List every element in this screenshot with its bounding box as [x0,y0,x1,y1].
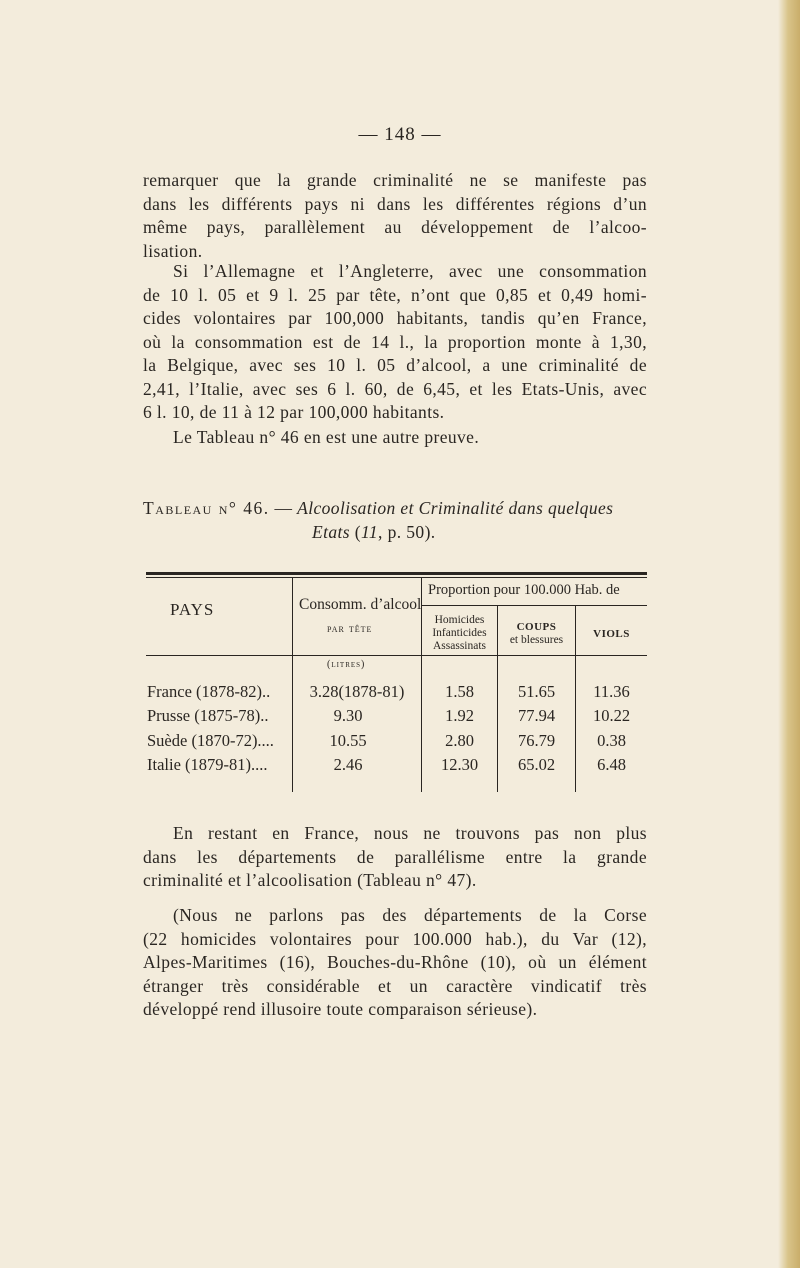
caption-ref-rest: , p. 50). [378,522,436,542]
text-line: cides volontaires par 100,000 habitants, tandis qu’en France, [143,308,647,328]
text-line: (22 homicides volontaires pour 100.000 hab.), du Var (12), [143,928,647,949]
row-viols: 11.36 [593,682,630,701]
row-viols: 0.38 [597,731,626,750]
header-per-head: par tête [327,621,373,635]
row-country: Suède (1870-72).... [147,731,274,750]
header-proportion: Proportion pour 100.000 Hab. de [428,582,620,598]
header-homicides-line: Homicides [434,614,485,626]
text-line: où la consommation est de 14 l., la proportion monte à 1,30, [143,331,647,352]
header-viols: VIOLS [593,628,630,640]
row-homicides: 1.92 [445,706,474,725]
text-line: dans les départements de parallélisme entre la grande [143,846,647,867]
paragraph-4 [143,822,647,893]
header-pays: PAYS [170,600,215,619]
header-coups [498,621,575,647]
page-edge-shading [778,0,800,1268]
header-bottom-rule [146,655,647,656]
column-divider [575,606,576,792]
row-consumption: 2.46 [333,755,363,774]
paragraph-1 [143,169,647,263]
header-consumption: Consomm. d’alcool [299,596,422,613]
caption-title: Alcoolisation et Criminalité dans quelques [297,498,614,518]
row-consumption: 9.30 [333,706,363,725]
row-homicides: 12.30 [440,755,479,774]
text-line: dans les différents pays ni dans les différentes régions d’un [143,193,647,214]
text-line: Alpes-Maritimes (16), Bouches-du-Rhône (10), où un élément [143,952,647,972]
row-homicides: 1.58 [445,682,474,701]
row-country: France (1878-82).. [147,682,271,701]
text-line: criminalité et l’alcoolisation (Tableau n° 47). [143,870,477,890]
page-number: — 148 — [358,124,442,145]
paragraph-3 [143,426,647,450]
text-line: 2,41, l’Italie, avec ses 6 l. 60, de 6,45, et les Etats-Unis, avec [143,378,647,399]
text-line: (Nous ne parlons pas des départements de la Corse [173,905,647,925]
text-line: En restant en France, nous ne trouvons pas non plus [173,823,647,843]
text-line: Si l’Allemagne et l’Angleterre, avec une consommation [173,261,647,281]
row-coups: 76.79 [517,731,556,750]
caption-ref-open: ( [354,522,361,542]
text-line: Le Tableau n° 46 en est une autre preuve. [173,427,480,447]
row-consumption: 3.28(1878-81) [309,682,405,701]
row-coups: 77.94 [517,706,556,725]
row-viols: 10.22 [592,706,631,725]
text-line: même pays, parallèlement au développement de l’alcoo- [143,217,647,237]
table-top-rule [146,572,647,575]
row-country: Prusse (1875-78).. [147,706,269,725]
table-top-rule-thin [146,577,647,578]
text-line: développé rend illusoire toute comparaison sérieuse). [143,999,538,1019]
text-line: remarquer que la grande criminalité ne se manifeste pas [143,170,647,190]
caption-dash: — [274,498,293,518]
header-homicides-line: Infanticides [432,627,487,639]
header-homicides-line: Assassinats [432,640,487,652]
row-country: Italie (1879-81).... [147,755,268,774]
column-divider [421,578,422,792]
paragraph-5 [143,904,647,1022]
row-viols: 6.48 [597,755,626,774]
text-line: de 10 l. 05 et 9 l. 25 par tête, n’ont que 0,85 et 0,49 homi- [143,284,647,305]
text-line: lisation. [143,240,203,261]
header-units: (litres) [327,659,366,670]
row-coups: 51.65 [517,682,556,701]
header-homicides [422,614,497,653]
row-coups: 65.02 [517,755,556,774]
paragraph-2 [143,260,647,425]
caption-label: Tableau n° 46. [143,498,270,518]
caption-ref-number: 11 [361,522,379,542]
column-divider [292,578,293,792]
row-consumption: 10.55 [329,731,367,750]
subheader-rule [421,605,647,606]
column-divider [497,606,498,792]
caption-title-2: Etats [312,522,350,542]
header-coups-line: et blessures [509,634,564,646]
text-line: 6 l. 10, de 11 à 12 par 100,000 habitants. [143,402,445,422]
text-line: étranger très considérable et un caractère vindicatif très [143,975,647,996]
text-line: la Belgique, avec ses 10 l. 05 d’alcool, a une criminalité de [143,355,647,375]
row-homicides: 2.80 [445,731,474,750]
table-caption [143,496,663,544]
header-coups-line: COUPS [516,621,557,633]
